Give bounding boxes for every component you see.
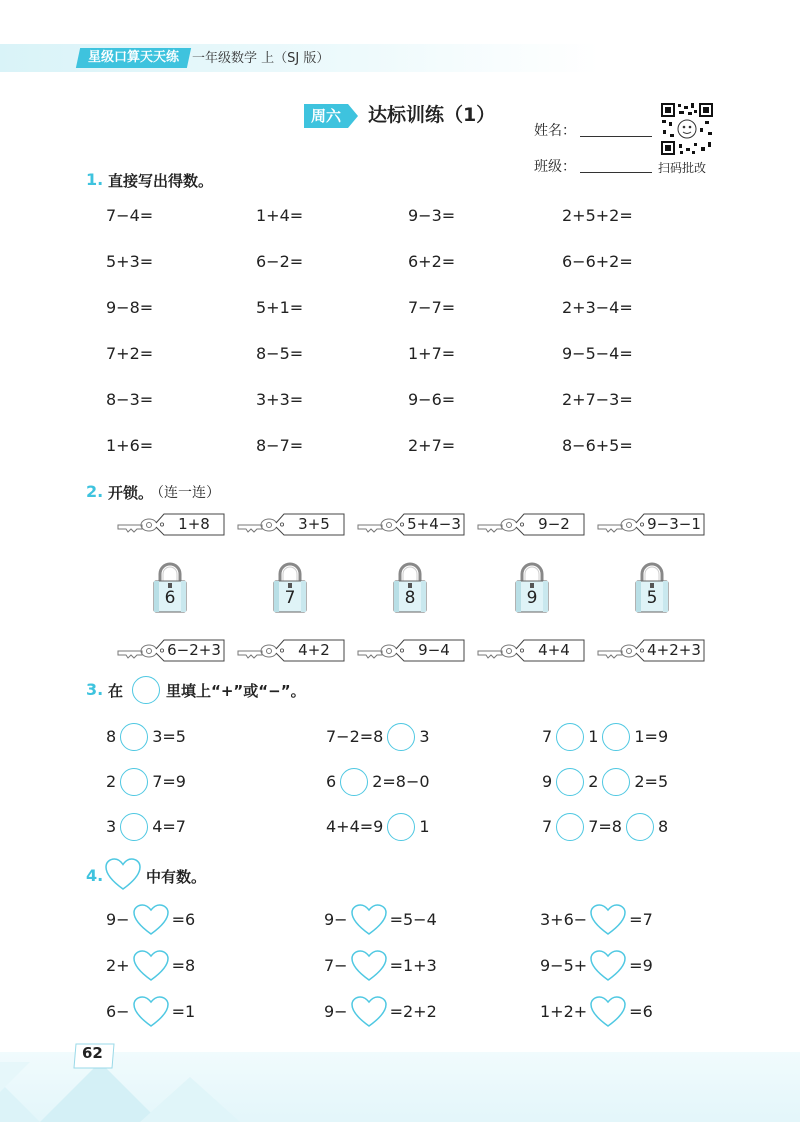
heart-blank-problem xyxy=(324,904,437,936)
answer-circle[interactable] xyxy=(556,813,584,841)
answer-circle[interactable] xyxy=(387,813,415,841)
heart-blank-problem xyxy=(540,996,653,1028)
padlock-number: 8 xyxy=(404,588,416,608)
key-card[interactable] xyxy=(116,637,226,663)
section3-number: 3. xyxy=(86,680,104,699)
padlock-number: 5 xyxy=(646,588,658,608)
section1-title: 直接写出得数。 xyxy=(108,172,214,190)
heart-blank-problem xyxy=(324,950,437,982)
padlock[interactable] xyxy=(270,562,310,614)
oral-arithmetic-problem[interactable]: 1+7= xyxy=(408,344,456,363)
fill-sign-problem xyxy=(106,723,186,751)
key-expression: 3+5 xyxy=(298,515,330,533)
oral-arithmetic-problem[interactable]: 5+1= xyxy=(256,298,304,317)
answer-heart[interactable] xyxy=(350,996,388,1028)
heart-blank-problem xyxy=(106,904,195,936)
key-expression: 4+2 xyxy=(298,641,330,659)
problem-text: 7− xyxy=(324,956,348,975)
problem-text: 9−5+ xyxy=(540,956,588,975)
oral-arithmetic-problem[interactable]: 6−6+2= xyxy=(562,252,633,271)
answer-heart[interactable] xyxy=(132,904,170,936)
problem-text: 1 xyxy=(419,817,430,836)
key-expression: 1+8 xyxy=(178,515,210,533)
name-label: 姓名： xyxy=(534,123,576,139)
circle-symbol-icon xyxy=(132,676,160,704)
section3-title-pre: 在 xyxy=(108,682,124,700)
oral-arithmetic-problem[interactable]: 7−4= xyxy=(106,206,154,225)
problem-text: 1 xyxy=(588,727,599,746)
qr-caption: 扫码批改 xyxy=(658,161,707,175)
section2-title: 开锁。 xyxy=(108,484,154,502)
problem-text: =7 xyxy=(629,910,653,929)
heart-blank-problem xyxy=(106,950,195,982)
day-tag-arrow xyxy=(348,104,358,128)
heart-icon xyxy=(350,904,388,936)
problem-text: 2 xyxy=(106,772,117,791)
problem-text: 4=7 xyxy=(152,817,186,836)
heart-icon xyxy=(350,950,388,982)
key-card[interactable] xyxy=(476,511,586,537)
problem-text: 9− xyxy=(324,1002,348,1021)
problem-text: 7−2=8 xyxy=(326,727,384,746)
problem-text: 1=9 xyxy=(634,727,669,746)
section3-title-post: 里填上“+”或“−”。 xyxy=(166,682,306,700)
padlock[interactable] xyxy=(390,562,430,614)
heart-icon xyxy=(589,904,627,936)
heart-blank-problem xyxy=(540,904,653,936)
book-title: 一年级数学 上（SJ 版） xyxy=(192,51,330,66)
problem-text: 8 xyxy=(657,817,669,836)
problem-text: 2=5 xyxy=(634,772,669,791)
oral-arithmetic-problem[interactable]: 9−3= xyxy=(408,206,456,225)
problem-text: 7=8 xyxy=(588,817,622,836)
class-label: 班级： xyxy=(534,159,576,175)
problem-text: 9− xyxy=(106,910,130,929)
answer-circle[interactable] xyxy=(556,768,584,796)
problem-text: 6− xyxy=(106,1002,130,1021)
fill-sign-problem xyxy=(106,813,186,841)
section1-number: 1. xyxy=(86,170,104,189)
heart-blank-problem xyxy=(106,996,195,1028)
key-card[interactable] xyxy=(356,637,466,663)
answer-circle[interactable] xyxy=(340,768,368,796)
footer-pattern xyxy=(0,1052,800,1122)
oral-arithmetic-problem[interactable]: 2+3−4= xyxy=(562,298,633,317)
answer-circle[interactable] xyxy=(120,813,148,841)
class-field[interactable] xyxy=(580,172,652,173)
heart-icon xyxy=(589,996,627,1028)
key-card[interactable] xyxy=(236,637,346,663)
padlock-number: 7 xyxy=(284,588,296,608)
problem-text: 2 xyxy=(588,772,599,791)
answer-heart[interactable] xyxy=(350,904,388,936)
problem-text: 7 xyxy=(542,817,553,836)
answer-heart[interactable] xyxy=(132,950,170,982)
heart-icon xyxy=(132,904,170,936)
oral-arithmetic-problem[interactable]: 1+4= xyxy=(256,206,304,225)
fill-sign-problem xyxy=(542,813,668,841)
key-card[interactable] xyxy=(596,637,706,663)
fill-sign-problem xyxy=(326,768,430,796)
key-expression: 4+4 xyxy=(538,641,570,659)
key-expression: 9−3−1 xyxy=(647,515,701,533)
answer-heart[interactable] xyxy=(589,904,627,936)
padlock-number: 9 xyxy=(526,588,538,608)
heart-icon xyxy=(589,950,627,982)
key-expression: 6−2+3 xyxy=(167,641,221,659)
oral-arithmetic-problem[interactable]: 8−3= xyxy=(106,390,154,409)
qr-code-icon[interactable] xyxy=(660,102,714,156)
problem-text: =9 xyxy=(629,956,653,975)
problem-text: 6 xyxy=(326,772,337,791)
section4-number: 4. xyxy=(86,866,104,885)
oral-arithmetic-problem[interactable]: 7−7= xyxy=(408,298,456,317)
answer-heart[interactable] xyxy=(350,950,388,982)
section2-note: （连一连） xyxy=(150,485,220,501)
problem-text: 8 xyxy=(106,727,117,746)
problem-text: 4+4=9 xyxy=(326,817,384,836)
oral-arithmetic-problem[interactable]: 8−5= xyxy=(256,344,304,363)
key-expression: 9−4 xyxy=(418,641,450,659)
oral-arithmetic-problem[interactable]: 2+7= xyxy=(408,436,456,455)
problem-text: 3=5 xyxy=(152,727,186,746)
page-title: 达标训练（1） xyxy=(368,104,496,126)
section4-title: 中有数。 xyxy=(146,868,207,886)
answer-circle[interactable] xyxy=(626,813,654,841)
heart-icon xyxy=(132,950,170,982)
oral-arithmetic-problem[interactable]: 1+6= xyxy=(106,436,154,455)
oral-arithmetic-problem[interactable]: 9−6= xyxy=(408,390,456,409)
padlock[interactable] xyxy=(512,562,552,614)
oral-arithmetic-problem[interactable]: 2+5+2= xyxy=(562,206,633,225)
problem-text: 3 xyxy=(419,727,430,746)
key-card[interactable] xyxy=(236,511,346,537)
key-card[interactable] xyxy=(596,511,706,537)
problem-text: 2+ xyxy=(106,956,130,975)
problem-text: 1+2+ xyxy=(540,1002,588,1021)
series-badge: 星级口算天天练 xyxy=(76,48,191,68)
fill-sign-problem xyxy=(326,723,430,751)
fill-sign-problem xyxy=(542,723,668,751)
key-card[interactable] xyxy=(356,511,466,537)
padlock[interactable] xyxy=(150,562,190,614)
answer-circle[interactable] xyxy=(120,768,148,796)
answer-circle[interactable] xyxy=(602,768,630,796)
problem-text: =1+3 xyxy=(389,956,437,975)
problem-text: =2+2 xyxy=(389,1002,437,1021)
name-field[interactable] xyxy=(580,136,652,137)
oral-arithmetic-problem[interactable]: 8−7= xyxy=(256,436,304,455)
key-card[interactable] xyxy=(476,637,586,663)
problem-text: =6 xyxy=(171,910,196,929)
problem-text: 9− xyxy=(324,910,348,929)
answer-heart[interactable] xyxy=(132,996,170,1028)
problem-text: 3+6− xyxy=(540,910,588,929)
fill-sign-problem xyxy=(106,768,186,796)
problem-text: =8 xyxy=(171,956,196,975)
heart-blank-problem xyxy=(540,950,653,982)
heart-blank-problem xyxy=(324,996,437,1028)
answer-circle[interactable] xyxy=(120,723,148,751)
oral-arithmetic-problem[interactable]: 9−5−4= xyxy=(562,344,633,363)
answer-circle[interactable] xyxy=(387,723,415,751)
answer-circle[interactable] xyxy=(556,723,584,751)
oral-arithmetic-problem[interactable]: 8−6+5= xyxy=(562,436,633,455)
answer-circle[interactable] xyxy=(602,723,630,751)
oral-arithmetic-problem[interactable]: 2+7−3= xyxy=(562,390,633,409)
page-number: 62 xyxy=(82,1044,103,1062)
oral-arithmetic-problem[interactable]: 6−2= xyxy=(256,252,304,271)
problem-text: =1 xyxy=(171,1002,196,1021)
problem-text: =5−4 xyxy=(389,910,437,929)
fill-sign-problem xyxy=(542,768,668,796)
answer-heart[interactable] xyxy=(589,950,627,982)
section2-number: 2. xyxy=(86,482,104,501)
key-card[interactable] xyxy=(116,511,226,537)
answer-heart[interactable] xyxy=(589,996,627,1028)
fill-sign-problem xyxy=(326,813,430,841)
padlock[interactable] xyxy=(632,562,672,614)
oral-arithmetic-problem[interactable]: 5+3= xyxy=(106,252,154,271)
heart-symbol-icon xyxy=(104,858,142,892)
problem-text: 3 xyxy=(106,817,117,836)
key-expression: 4+2+3 xyxy=(647,641,701,659)
problem-text: 2=8−0 xyxy=(372,772,430,791)
day-tag: 周六 xyxy=(304,104,348,128)
problem-text: 7=9 xyxy=(152,772,186,791)
oral-arithmetic-problem[interactable]: 3+3= xyxy=(256,390,304,409)
problem-text: =6 xyxy=(629,1002,653,1021)
heart-icon xyxy=(132,996,170,1028)
problem-text: 9 xyxy=(542,772,553,791)
oral-arithmetic-problem[interactable]: 6+2= xyxy=(408,252,456,271)
heart-icon xyxy=(350,996,388,1028)
key-expression: 9−2 xyxy=(538,515,570,533)
padlock-number: 6 xyxy=(164,588,176,608)
oral-arithmetic-problem[interactable]: 7+2= xyxy=(106,344,154,363)
key-expression: 5+4−3 xyxy=(407,515,461,533)
oral-arithmetic-problem[interactable]: 9−8= xyxy=(106,298,154,317)
problem-text: 7 xyxy=(542,727,553,746)
